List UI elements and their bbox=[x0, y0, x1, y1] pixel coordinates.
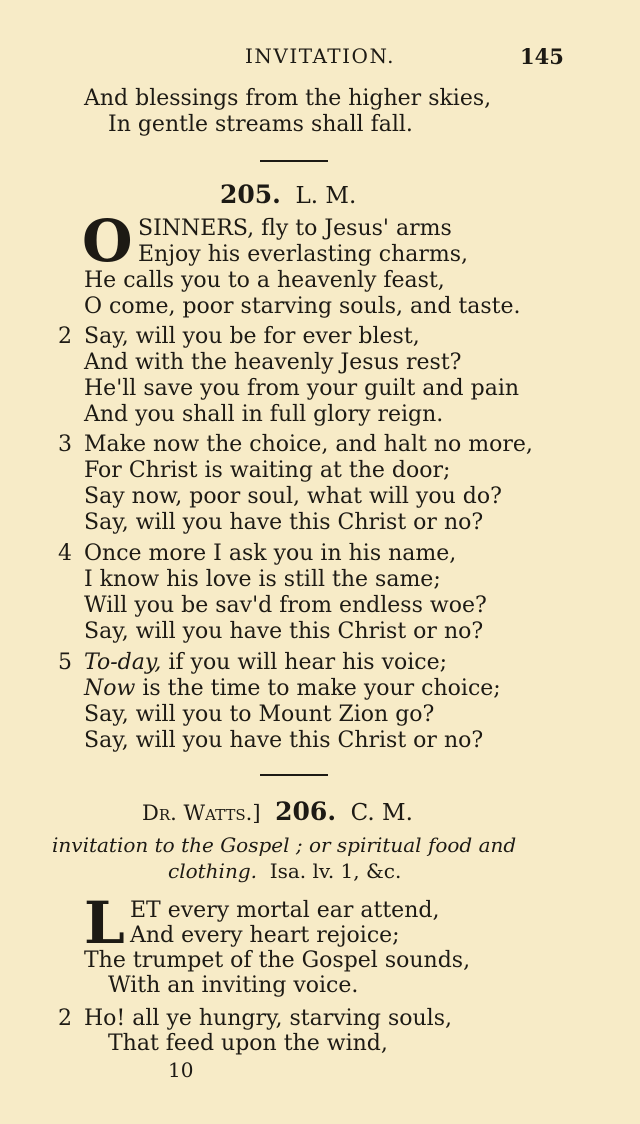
verse-line bbox=[84, 676, 501, 702]
verse-line: I know his love is still the same; bbox=[84, 567, 441, 592]
text-line: And blessings from the higher skies, bbox=[84, 86, 492, 111]
verse-line: Say, will you have this Christ or no? bbox=[84, 619, 484, 644]
drop-cap: L bbox=[84, 889, 125, 957]
verse-number: 5 bbox=[58, 650, 72, 675]
verse-line: Say now, poor soul, what will you do? bbox=[84, 484, 502, 509]
verse-line: With an inviting voice. bbox=[108, 973, 359, 998]
verse-line: Once more I ask you in his name, bbox=[84, 541, 457, 566]
hymn-206-heading bbox=[142, 797, 413, 826]
signature-mark: 10 bbox=[168, 1058, 194, 1082]
verse-line: And every heart rejoice; bbox=[130, 923, 400, 948]
hymn-meter: L. M. bbox=[295, 183, 357, 209]
verse-number: 4 bbox=[58, 541, 72, 566]
verse-line: Will you be sav'd from endless woe? bbox=[84, 593, 487, 618]
italic-text: To-day, bbox=[84, 650, 162, 675]
verse-number: 2 bbox=[58, 324, 72, 349]
verse-line: Say, will you have this Christ or no? bbox=[84, 728, 484, 753]
divider bbox=[260, 774, 328, 776]
verse-line: SINNERS, fly to Jesus' arms bbox=[138, 216, 452, 241]
page-number: 145 bbox=[520, 44, 564, 69]
divider bbox=[260, 160, 328, 162]
text-line: In gentle streams shall fall. bbox=[108, 112, 413, 137]
verse-line: Make now the choice, and halt no more, bbox=[84, 432, 533, 457]
author-attribution: Dr. Watts.] bbox=[142, 801, 261, 825]
scripture-reference: Isa. lv. 1, &c. bbox=[269, 859, 402, 883]
verse-line: He calls you to a heavenly feast, bbox=[84, 268, 445, 293]
verse-line: The trumpet of the Gospel sounds, bbox=[84, 948, 471, 973]
text: is the time to make your choice; bbox=[135, 676, 501, 701]
hymn-number: 205. bbox=[220, 180, 281, 209]
hymn-subtitle: invitation to the Gospel ; or spiritual food and bbox=[52, 833, 517, 857]
verse-line: For Christ is waiting at the door; bbox=[84, 458, 451, 483]
verse-line bbox=[84, 650, 447, 676]
hymn-subtitle bbox=[168, 858, 401, 884]
verse-line: He'll save you from your guilt and pain bbox=[84, 376, 520, 401]
hymn-meter: C. M. bbox=[350, 800, 413, 826]
verse-line: Ho! all ye hungry, starving souls, bbox=[84, 1006, 452, 1031]
hymn-number: 206. bbox=[275, 797, 337, 826]
verse-line: Say, will you have this Christ or no? bbox=[84, 510, 484, 535]
italic-text: Now bbox=[84, 676, 136, 701]
verse-line: ET every mortal ear attend, bbox=[130, 898, 440, 923]
verse-line: O come, poor starving souls, and taste. bbox=[84, 294, 521, 319]
running-header: INVITATION. bbox=[244, 44, 396, 68]
verse-line: And with the heavenly Jesus rest? bbox=[84, 350, 462, 375]
verse-number: 2 bbox=[58, 1006, 72, 1031]
verse-line: Enjoy his everlasting charms, bbox=[138, 242, 469, 267]
verse-line: Say, will you be for ever blest, bbox=[84, 324, 420, 349]
verse-line: That feed upon the wind, bbox=[108, 1031, 388, 1056]
verse-line: And you shall in full glory reign. bbox=[84, 402, 444, 427]
hymn-205-heading bbox=[220, 180, 356, 209]
verse-line: Say, will you to Mount Zion go? bbox=[84, 702, 435, 727]
text: if you will hear his voice; bbox=[161, 650, 448, 675]
drop-cap: O bbox=[82, 207, 133, 275]
verse-number: 3 bbox=[58, 432, 72, 457]
italic-text: clothing. bbox=[168, 859, 257, 883]
